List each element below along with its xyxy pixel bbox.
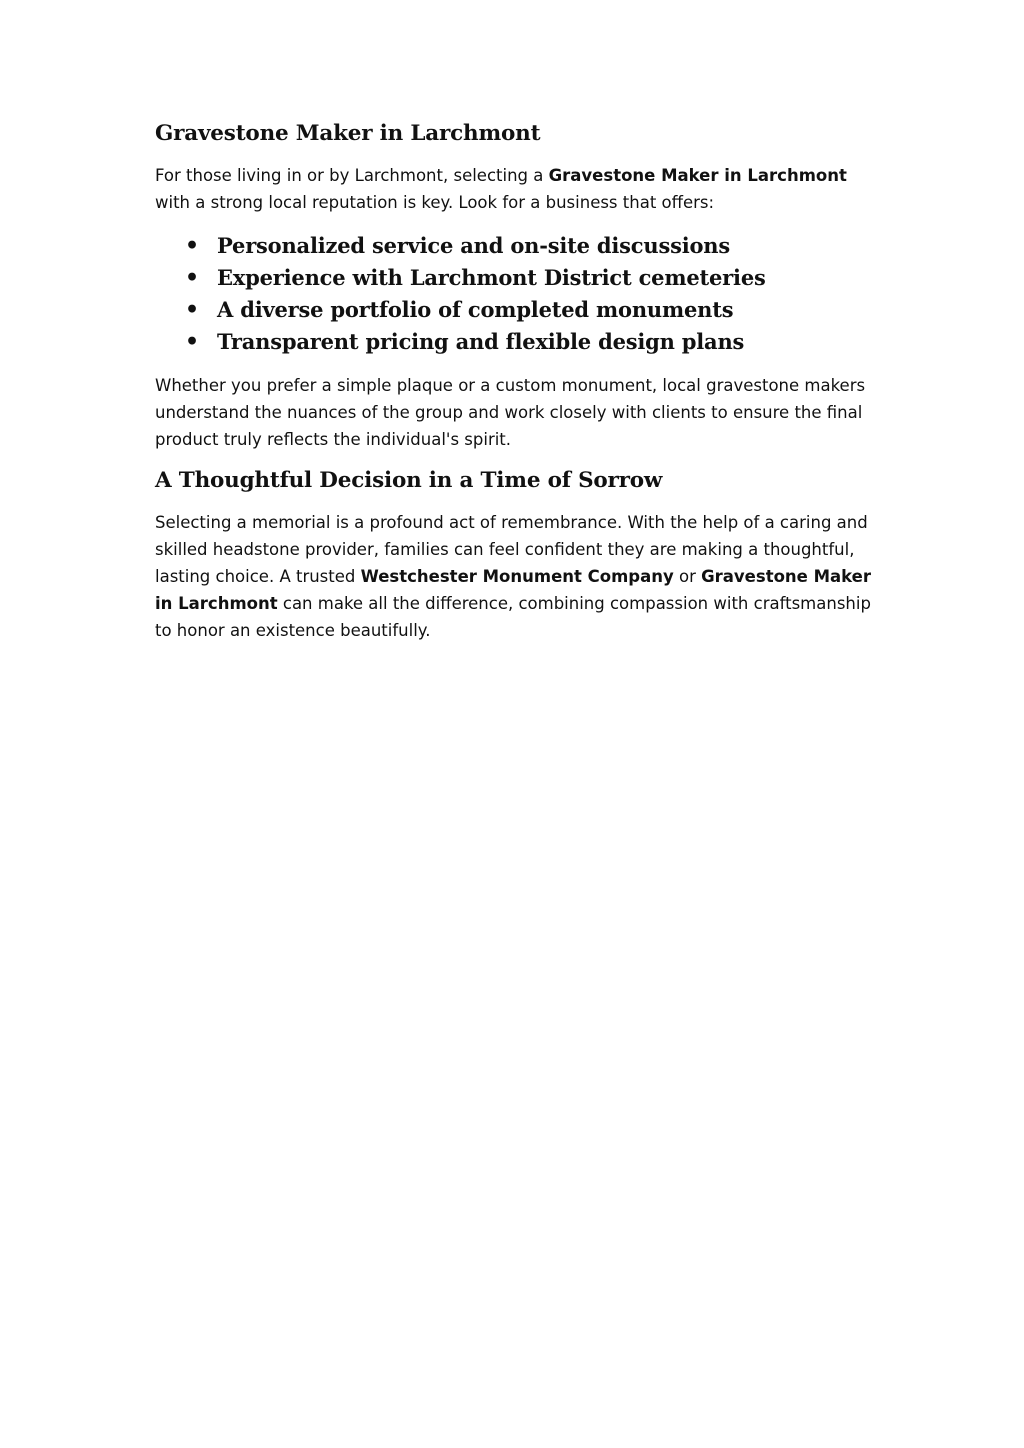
section-heading-gravestone-maker: Gravestone Maker in Larchmont [155, 121, 541, 146]
final-text-part3: can make all the difference, combining compassion with craftsmanship to honor an existence beautifully. [155, 594, 871, 640]
list-item-text: A diverse portfolio of completed monuments [217, 297, 734, 322]
intro-text-after: with a strong local reputation is key. Look for a business that offers: [155, 193, 715, 212]
list-item [155, 230, 875, 262]
list-item-text: Personalized service and on-site discussions [217, 233, 730, 258]
list-item-text: Transparent pricing and flexible design plans [217, 329, 745, 354]
bullet-icon: • [185, 233, 199, 259]
list-item-text: Experience with Larchmont District cemeteries [217, 265, 766, 290]
section-heading-thoughtful-decision: A Thoughtful Decision in a Time of Sorrow [155, 468, 663, 493]
intro-text-before: For those living in or by Larchmont, selecting a [155, 166, 549, 185]
final-text-bold-westchester: Westchester Monument Company [360, 567, 674, 586]
document-page [155, 120, 875, 658]
offerings-list [155, 230, 875, 358]
closing-paragraph: Whether you prefer a simple plaque or a custom monument, local gravestone makers understand the nuances of the group and work closely with clients to ensure the final product truly reflects the individual's spirit. [155, 376, 866, 449]
bullet-icon: • [185, 265, 199, 291]
final-text-bold-gravestone: Gravestone Maker in Larchmont [155, 567, 872, 613]
list-item [155, 326, 875, 358]
list-item [155, 262, 875, 294]
final-text-part1: Selecting a memorial is a profound act of remembrance. With the help of a caring and skilled headstone provider, families can feel confident they are making a thoughtful, lasting choice. A trusted [155, 513, 868, 586]
final-paragraph [155, 509, 875, 644]
intro-text-bold: Gravestone Maker in Larchmont [548, 166, 847, 185]
intro-paragraph [155, 162, 875, 216]
list-item [155, 294, 875, 326]
final-text-part2: or [673, 567, 702, 586]
bullet-icon: • [185, 329, 199, 355]
bullet-icon: • [185, 297, 199, 323]
